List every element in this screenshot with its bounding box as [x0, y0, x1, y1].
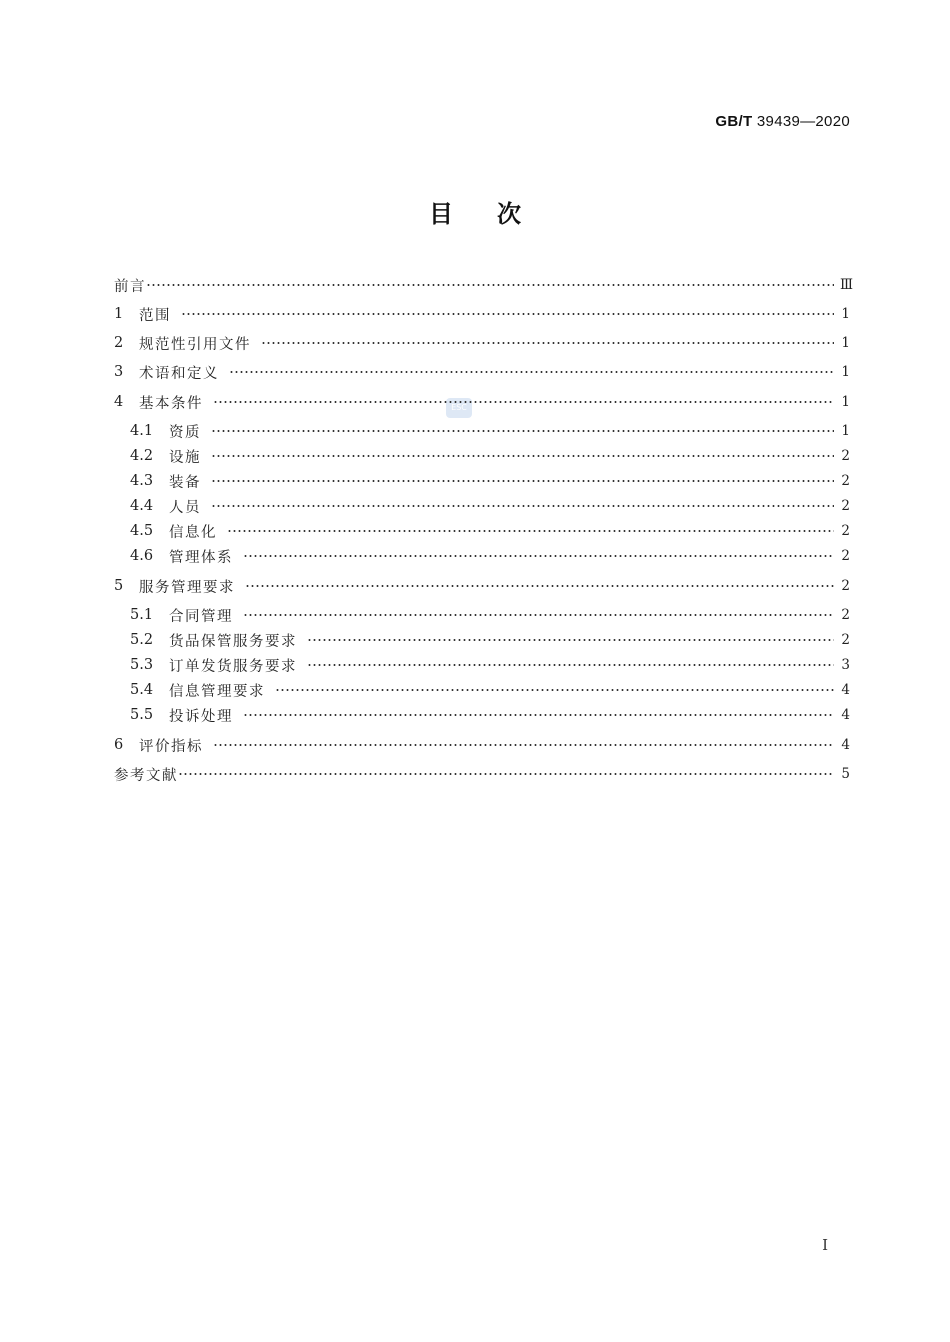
- toc-entry-label: 前言: [114, 278, 146, 295]
- toc-entry-page: 2: [841, 632, 850, 648]
- toc-entry-page: 2: [841, 548, 850, 564]
- toc-entry-page: 5: [841, 766, 850, 782]
- toc-entry-4[interactable]: [114, 392, 850, 412]
- dot-leader: [307, 664, 834, 666]
- dot-leader: [211, 430, 834, 432]
- toc-entry-page: 4: [841, 682, 850, 698]
- toc-entry-label: 货品保管服务要求: [169, 633, 297, 650]
- toc-entry-number: 4.4: [130, 498, 154, 514]
- dot-leader: [243, 555, 834, 557]
- toc-entry-page: 1: [841, 394, 850, 410]
- toc-entry-number: 1: [114, 306, 124, 322]
- toc-entry-label: 装备: [169, 474, 201, 491]
- dot-leader: [181, 313, 834, 315]
- toc-entry-page: 1: [841, 335, 850, 351]
- toc-entry-label: 合同管理: [169, 608, 233, 625]
- toc-entry-5[interactable]: [114, 576, 850, 596]
- dot-leader: [245, 585, 834, 587]
- toc-entry-label: 范围: [139, 307, 171, 324]
- toc-entry-number: 5.4: [130, 682, 154, 698]
- toc-entry-page: 2: [841, 473, 850, 489]
- toc-entry-page: 2: [841, 607, 850, 623]
- toc-entry-label: 投诉处理: [169, 708, 233, 725]
- toc-entry-1[interactable]: [114, 304, 850, 324]
- toc-entry-label: 设施: [169, 449, 201, 466]
- dot-leader: [213, 401, 834, 403]
- dot-leader: [243, 714, 834, 716]
- toc-entry-label: 信息管理要求: [169, 683, 265, 700]
- dot-leader: [211, 480, 834, 482]
- toc-entry-page: Ⅲ: [840, 277, 854, 293]
- dot-leader: [307, 639, 834, 641]
- dot-leader: [227, 530, 834, 532]
- toc-entry-5-2[interactable]: [130, 630, 850, 650]
- toc-entry-number: 4.5: [130, 523, 154, 539]
- toc-entry-page: 2: [841, 498, 850, 514]
- dot-leader: [243, 614, 834, 616]
- toc-entry-4-6[interactable]: [130, 546, 850, 566]
- dot-leader: [275, 689, 834, 691]
- toc-entry-page: 4: [841, 737, 850, 753]
- toc-entry-number: 5.1: [130, 607, 154, 623]
- standard-prefix: GB/T: [715, 113, 753, 130]
- page-title: 目次: [429, 200, 565, 228]
- toc-entry-4-5[interactable]: [130, 521, 850, 541]
- toc-entry-label: 基本条件: [139, 395, 203, 412]
- toc-entry-5-5[interactable]: [130, 705, 850, 725]
- dot-leader: [146, 284, 834, 286]
- toc-entry-label: 人员: [169, 499, 201, 516]
- toc-entry-page: 1: [841, 306, 850, 322]
- toc-entry-label: 规范性引用文件: [139, 336, 251, 353]
- toc-entry-bibliography[interactable]: [114, 764, 850, 784]
- toc-entry-number: 4.3: [130, 473, 154, 489]
- toc-entry-page: 1: [841, 423, 850, 439]
- toc-entry-5-3[interactable]: [130, 655, 850, 675]
- toc-entry-4-3[interactable]: [130, 471, 850, 491]
- toc-entry-label: 信息化: [169, 524, 217, 541]
- dot-leader: [261, 342, 834, 344]
- toc-entry-5-1[interactable]: [130, 605, 850, 625]
- toc-entry-3[interactable]: [114, 362, 850, 382]
- toc-entry-4-4[interactable]: [130, 496, 850, 516]
- dot-leader: [229, 371, 834, 373]
- toc-entry-page: 3: [841, 657, 850, 673]
- toc-entry-number: 4: [114, 394, 124, 410]
- toc-entry-foreword[interactable]: [114, 275, 854, 295]
- toc-entry-number: 4.1: [130, 423, 154, 439]
- toc-entry-label: 管理体系: [169, 549, 233, 566]
- toc-entry-6[interactable]: [114, 735, 850, 755]
- toc-entry-label: 评价指标: [139, 738, 203, 755]
- toc-entry-number: 5: [114, 578, 124, 594]
- toc-entry-number: 5.5: [130, 707, 154, 723]
- toc-entry-number: 6: [114, 737, 124, 753]
- toc-entry-page: 1: [841, 364, 850, 380]
- seal-icon: ESC: [446, 398, 472, 418]
- toc-entry-2[interactable]: [114, 333, 850, 353]
- standard-number: 39439—2020: [756, 113, 850, 130]
- toc-entry-label: 服务管理要求: [139, 579, 235, 596]
- dot-leader: [211, 505, 834, 507]
- toc-entry-number: 3: [114, 364, 124, 380]
- toc-entry-label: 参考文献: [114, 767, 178, 784]
- toc-entry-page: 2: [841, 578, 850, 594]
- dot-leader: [213, 744, 834, 746]
- toc-entry-5-4[interactable]: [130, 680, 850, 700]
- toc-entry-page: 2: [841, 523, 850, 539]
- toc-entry-label: 订单发货服务要求: [169, 658, 297, 675]
- dot-leader: [178, 773, 834, 775]
- page-number: I: [822, 1236, 828, 1254]
- toc-entry-number: 2: [114, 335, 124, 351]
- toc-entry-number: 5.2: [130, 632, 154, 648]
- toc-entry-number: 4.2: [130, 448, 154, 464]
- toc-entry-4-1[interactable]: [130, 421, 850, 441]
- toc-entry-label: 术语和定义: [139, 365, 219, 382]
- toc-entry-page: 2: [841, 448, 850, 464]
- toc-entry-label: 资质: [169, 424, 201, 441]
- toc-entry-number: 4.6: [130, 548, 154, 564]
- toc-entry-number: 5.3: [130, 657, 154, 673]
- toc-entry-4-2[interactable]: [130, 446, 850, 466]
- toc-entry-page: 4: [841, 707, 850, 723]
- dot-leader: [211, 455, 834, 457]
